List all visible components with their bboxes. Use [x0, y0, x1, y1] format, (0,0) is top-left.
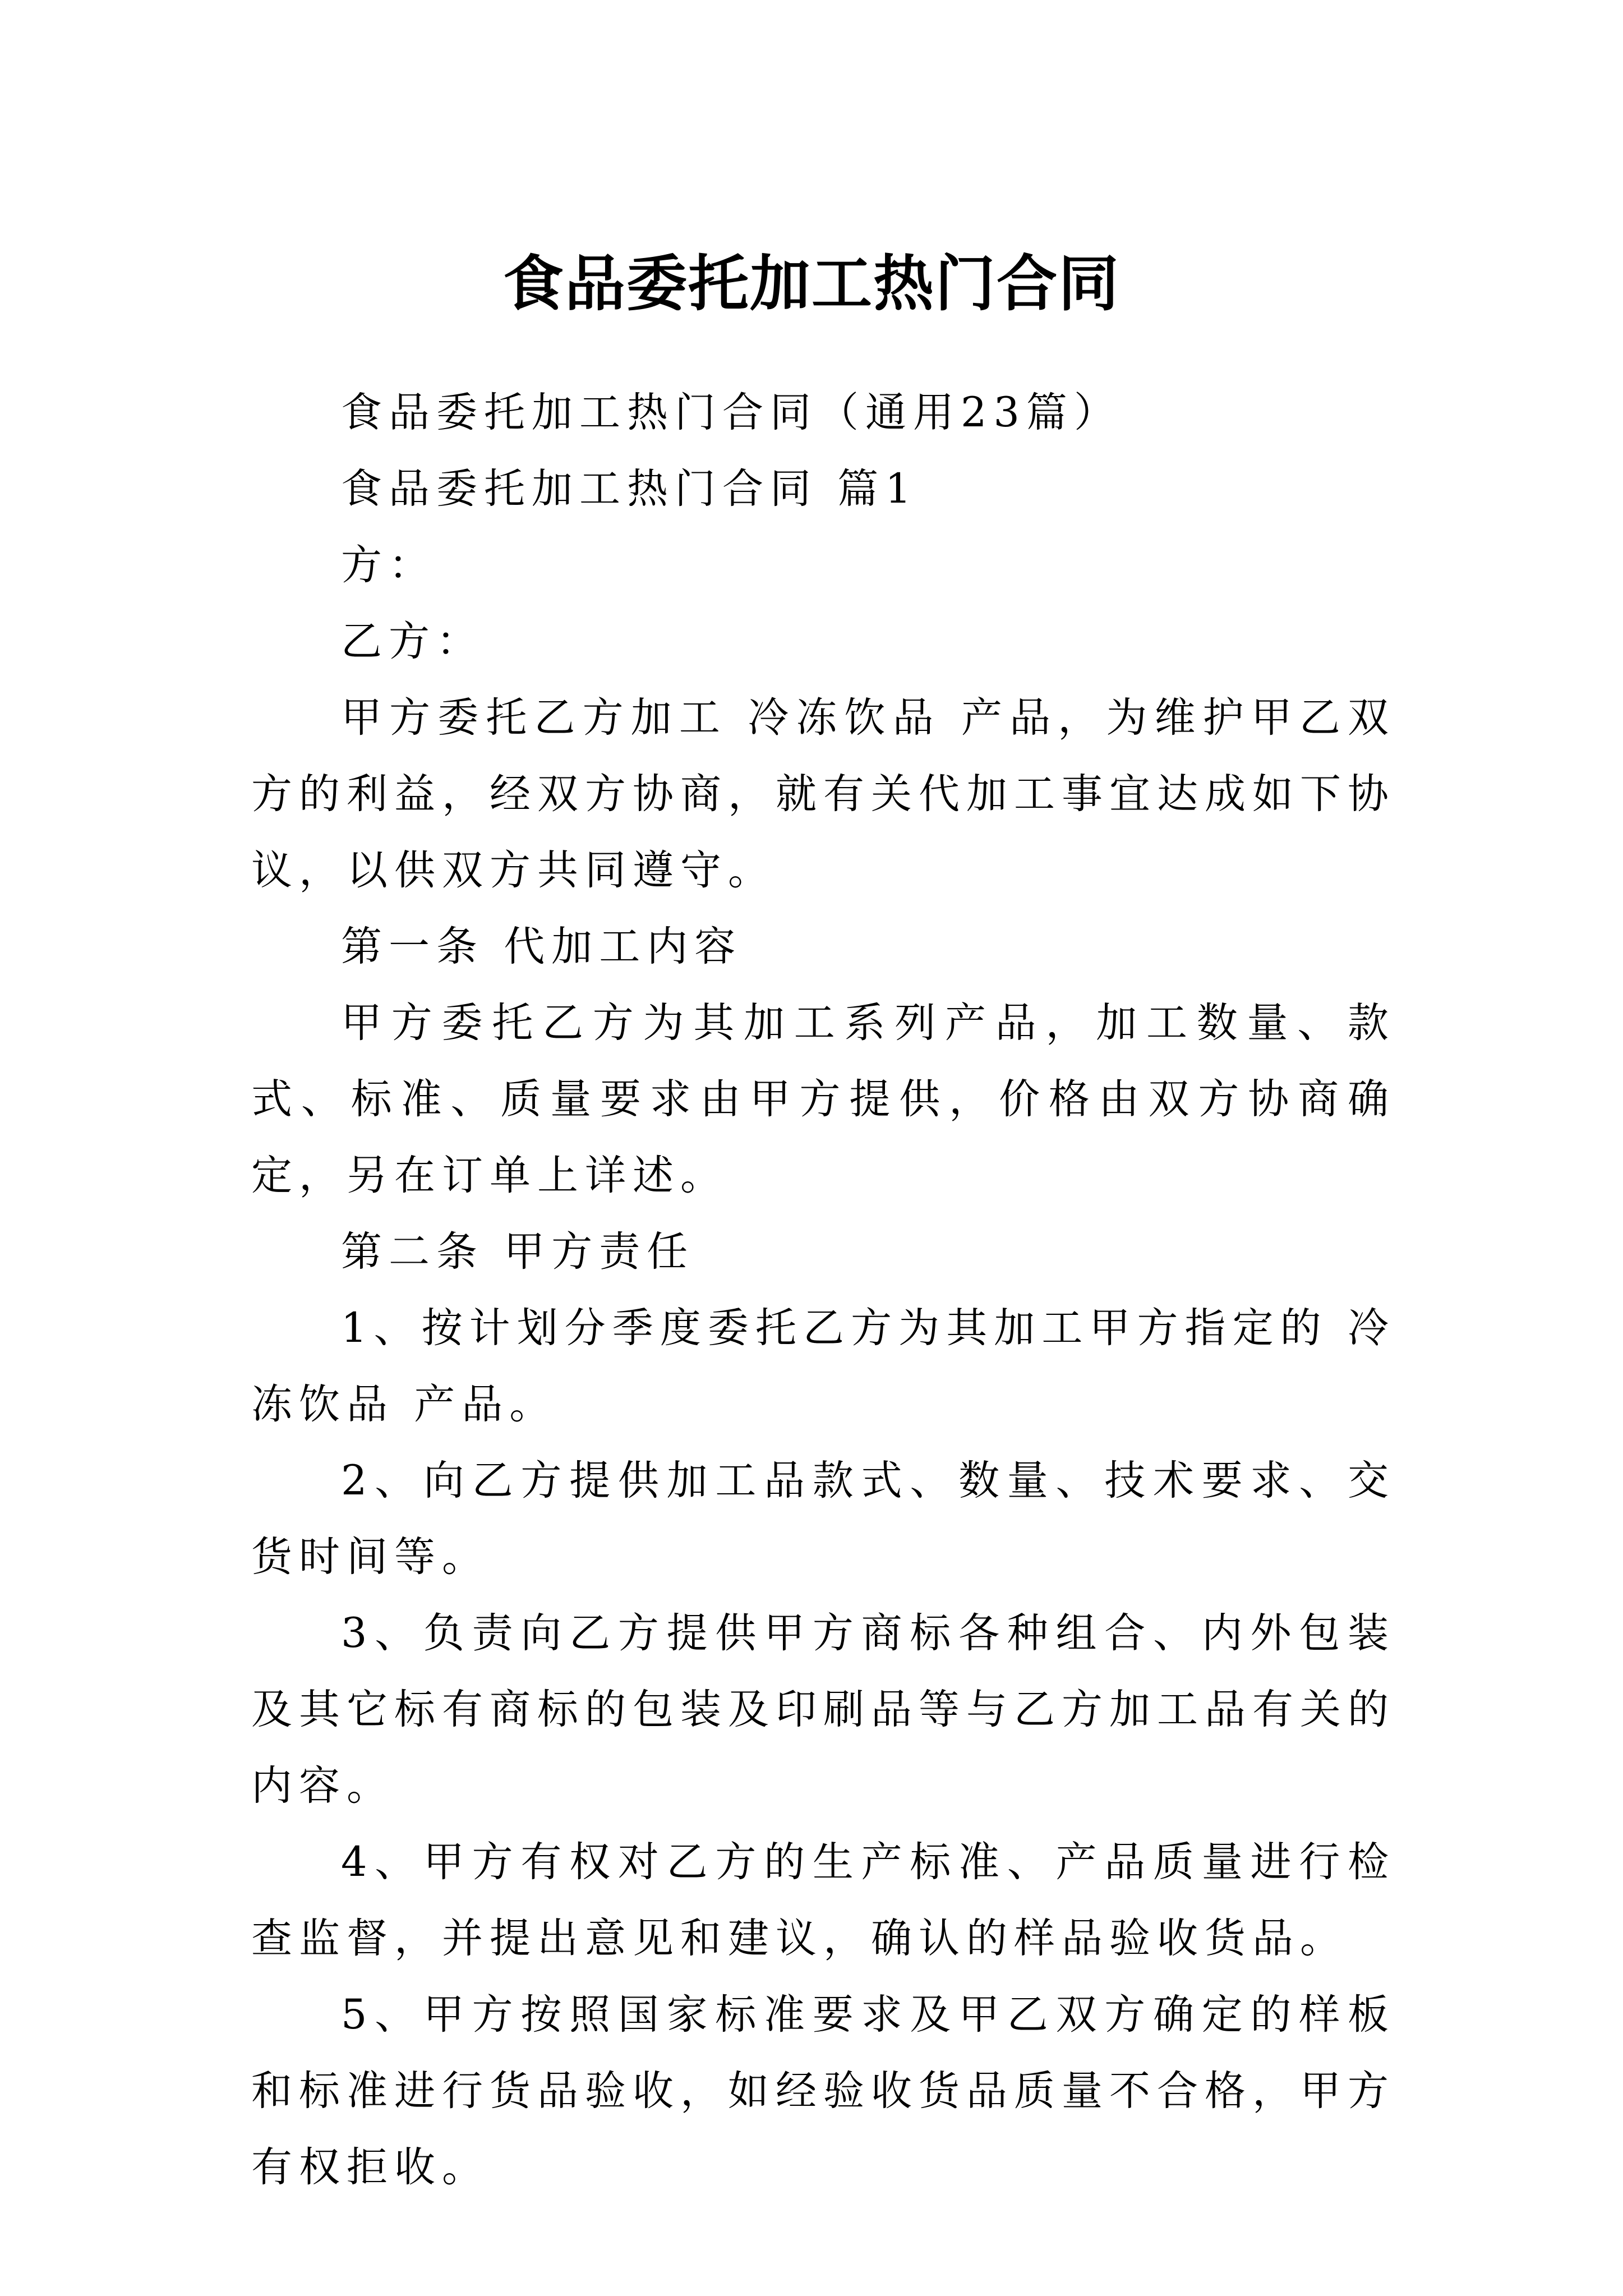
clause-4: 4、甲方有权对乙方的生产标准、产品质量进行检查监督，并提出意见和建议，确认的样品验收货品。	[251, 1838, 1395, 1962]
subtitle-paragraph: 食品委托加工热门合同（通用23篇）	[341, 389, 1122, 436]
document-body	[251, 375, 1395, 2206]
party-a-line: 方：	[341, 541, 436, 589]
clause-1: 1、按计划分季度委托乙方为其加工甲方指定的 冷冻饮品 产品。	[251, 1304, 1395, 1428]
clause-5: 5、甲方按照国家标准要求及甲乙双方确定的样板和标准进行货品验收，如经验收货品质量不合格，甲方有权拒收。	[251, 1991, 1395, 2191]
document-title: 食品委托加工热门合同	[502, 249, 1120, 320]
article-2-heading: 第二条 甲方责任	[341, 1228, 695, 1276]
clause-2: 2、向乙方提供加工品款式、数量、技术要求、交货时间等。	[251, 1457, 1395, 1581]
clause-3: 3、负责向乙方提供甲方商标各种组合、内外包装及其它标有商标的包装及印刷品等与乙方加工品有关的内容。	[251, 1609, 1395, 1810]
section-heading: 食品委托加工热门合同 篇1	[341, 465, 918, 513]
article-1-heading: 第一条 代加工内容	[341, 923, 743, 970]
article-1-body: 甲方委托乙方为其加工系列产品，加工数量、款式、标准、质量要求由甲方提供，价格由双方协商确定，另在订单上详述。	[251, 999, 1395, 1199]
intro-paragraph: 甲方委托乙方加工 冷冻饮品 产品，为维护甲乙双方的利益，经双方协商，就有关代加工事宜达成如下协议，以供双方共同遵守。	[251, 694, 1395, 894]
party-b-line: 乙方：	[341, 618, 484, 665]
